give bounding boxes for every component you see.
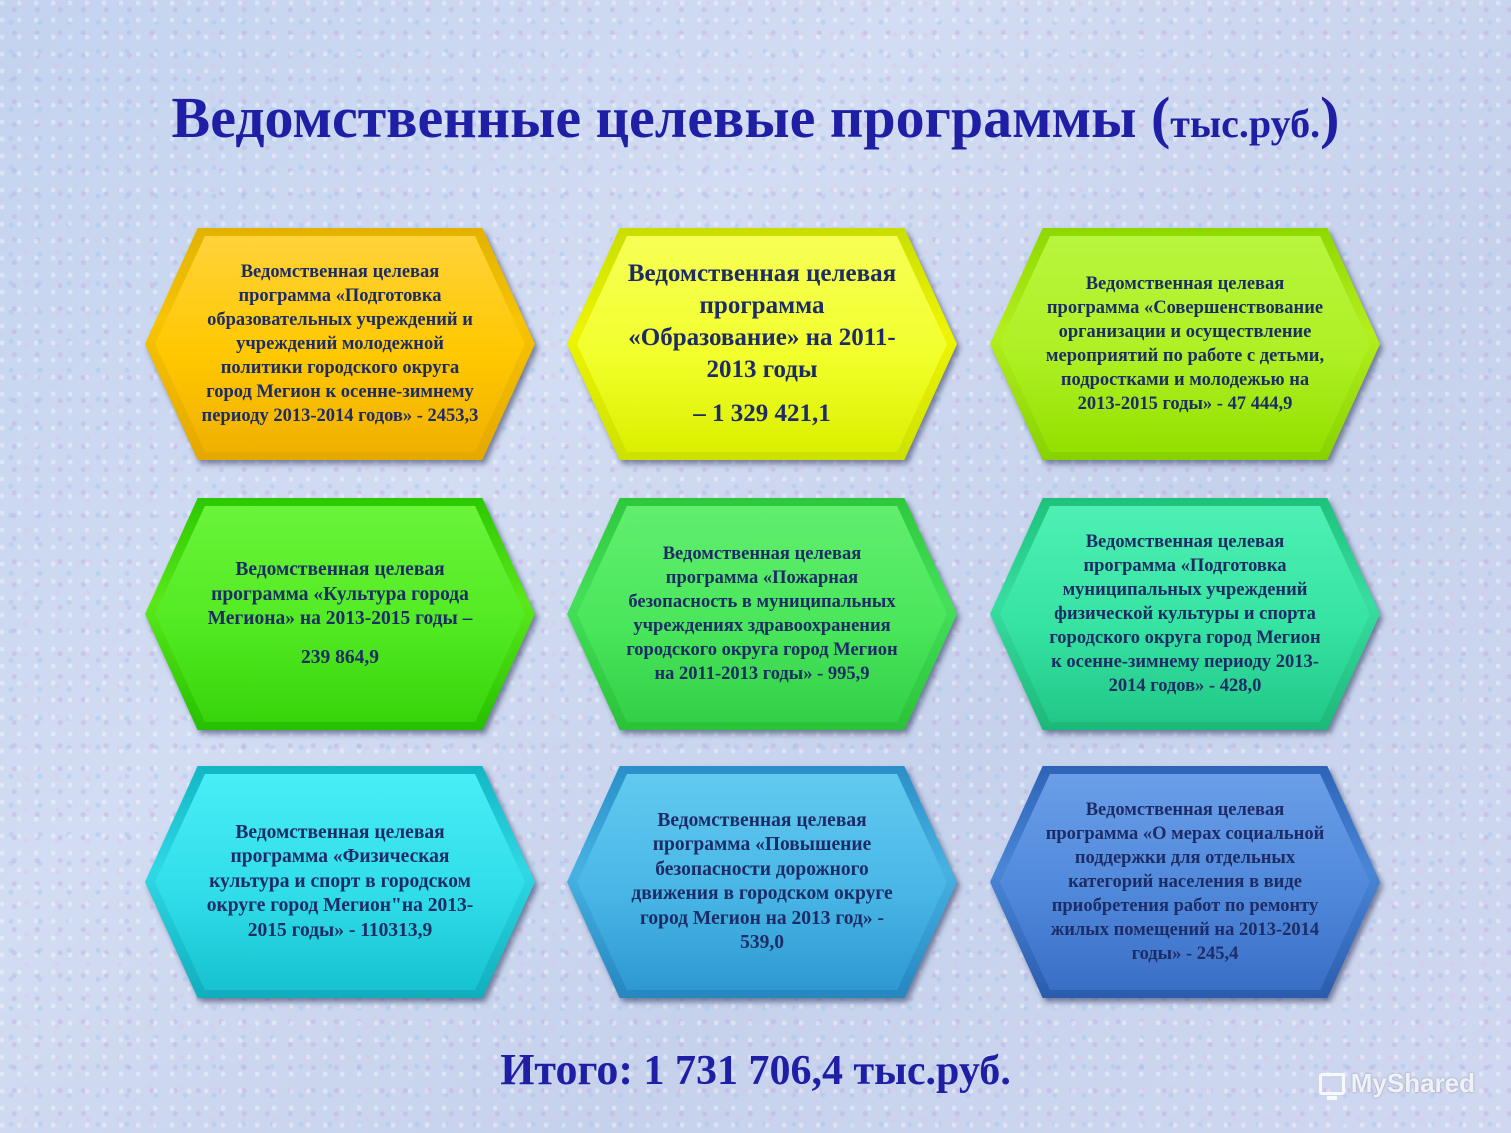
program-text: Ведомственная целевая программа «Образование» на 2011-2013 годы — [627, 260, 897, 383]
program-text: Ведомственная целевая программа «Подготовка образовательных учреждений и учреждений молодежной политики городского округа город Мегион к осенне-зимнему периоду 2013-2014 годов» - 2453,3 — [201, 262, 479, 426]
program-text: Ведомственная целевая программа «Культура города Мегиона» на 2013-2015 годы – — [207, 559, 473, 629]
total-summary — [0, 1040, 1511, 1101]
program-text: Ведомственная целевая программа «Подготовка муниципальных учреждений физической культуры и спорта городского округа город Мегион к осенне-зимнему периоду 2013-2014 годов» - 428,0 — [1049, 532, 1321, 696]
title-unit: тыс.руб. — [1170, 101, 1321, 146]
program-hex-5 — [567, 498, 957, 730]
program-text: Ведомственная целевая программа «О мерах социальной поддержки для отдельных категорий населения в виде приобретения работ по ремонту жилых помещений на 2013-2014 годы» - 245,4 — [1045, 800, 1325, 964]
program-amount: 239 864,9 — [301, 646, 379, 668]
program-hex-7 — [145, 766, 535, 998]
program-hex-1 — [145, 228, 535, 460]
watermark-brand: MyShared — [1350, 1068, 1475, 1098]
program-text: Ведомственная целевая программа «Физическая культура и спорт в городском округе город Мегион"на 2013-2015 годы» - 110313,9 — [206, 821, 474, 941]
title-close: ) — [1320, 85, 1340, 150]
watermark-logo — [1319, 1068, 1475, 1099]
total-label: Итого: — [500, 1045, 633, 1094]
program-hex-8 — [567, 766, 957, 998]
program-hex-6 — [990, 498, 1380, 730]
presentation-screen-icon — [1319, 1073, 1345, 1095]
total-period: . — [1000, 1048, 1011, 1094]
page-title — [0, 80, 1511, 162]
program-text: Ведомственная целевая программа «Пожарная безопасность в муниципальных учреждениях здравоохранения городского округа город Мегион на 2011-2013 годы» - 995,9 — [626, 544, 898, 684]
program-hex-9 — [990, 766, 1380, 998]
program-hex-3 — [990, 228, 1380, 460]
total-value: 1 731 706,4 тыс.руб — [643, 1048, 1001, 1094]
program-hex-4 — [145, 498, 535, 730]
program-text: Ведомственная целевая программа «Совершенствование организации и осуществление мероприятий по работе с детьми, подростками и молодежью на 2013-2015 годы» - 47 444,9 — [1045, 274, 1325, 414]
title-main: Ведомственные целевые программы ( — [171, 85, 1171, 150]
program-text: Ведомственная целевая программа «Повышение безопасности дорожного движения в городском округе город Мегион на 2013 год» - 539,0 — [631, 809, 893, 953]
program-amount: – 1 329 421,1 — [693, 400, 831, 427]
program-hex-2 — [567, 228, 957, 460]
